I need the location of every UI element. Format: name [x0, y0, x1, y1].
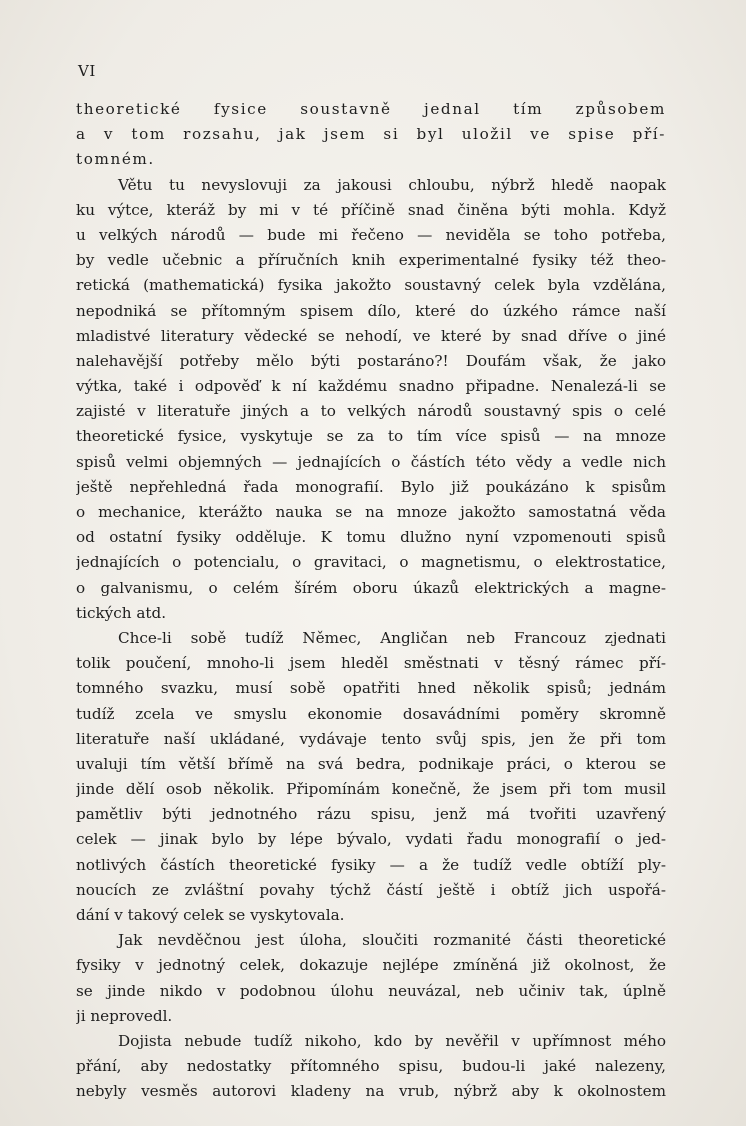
text-line: celek — jinak bylo by lépe bývalo, vydati řadu monografií o jed-	[76, 830, 666, 849]
text-line: ji neprovedl.	[76, 1006, 173, 1025]
text-line: tických atd.	[76, 603, 167, 622]
text-line: a v tom rozsahu, jak jsem si byl uložil ve spise pří-	[76, 125, 666, 144]
text-line: u velkých národů — bude mi řečeno — neviděla se toho potřeba,	[76, 225, 666, 244]
text-line: ještě nepřehledná řada monografií. Bylo již poukázáno k spisům	[76, 477, 666, 496]
text-line: nalehavější potřeby mělo býti postaráno?! Doufám však, že jako	[76, 351, 666, 370]
text-line: mladistvé literatury vědecké se nehodí, ve které by snad dříve o jiné	[76, 326, 666, 345]
body-text	[76, 97, 666, 1105]
text-line: tomném.	[76, 150, 155, 169]
text-line: by vedle učebnic a příručních knih experimentalné fysiky též theo-	[76, 251, 666, 270]
text-line: literatuře naší ukládané, vydávaje tento svůj spis, jen že při tom	[76, 729, 666, 748]
text-line: tudíž zcela ve smyslu ekonomie dosavádními poměry skromně	[76, 704, 666, 723]
text-line: dání v takový celek se vyskytovala.	[76, 906, 345, 924]
text-line: Chce-li sobě tudíž Němec, Angličan neb Francouz zjednati	[118, 628, 666, 647]
text-line: fysiky v jednotný celek, dokazuje nejlépe zmíněná již okolnost, že	[76, 956, 666, 975]
text-line: přání, aby nedostatky přítomného spisu, budou-li jaké nalezeny,	[76, 1057, 666, 1076]
text-line: zajisté v literatuře jiných a to velkých národů soustavný spis o celé	[76, 402, 666, 421]
text-line: noucích ze zvláštní povahy týchž částí ještě i obtíž jich uspořá-	[76, 880, 666, 899]
text-line: jednajících o potencialu, o gravitaci, o magnetismu, o elektrostatice,	[76, 553, 666, 572]
text-line: se jinde nikdo v podobnou úlohu neuvázal, neb učiniv tak, úplně	[76, 981, 666, 1000]
text-line: theoretické fysice, vyskytuje se za to tím více spisů — na mnoze	[76, 427, 666, 446]
text-line: Větu tu nevyslovuji za jakousi chloubu, nýbrž hledě naopak	[118, 175, 666, 194]
text-line: jinde dělí osob několik. Připomínám konečně, že jsem při tom musil	[76, 780, 666, 799]
text-line: tolik poučení, mnoho-li jsem hleděl směstnati v těsný rámec pří-	[76, 654, 666, 673]
text-line: nepodniká se přítomným spisem dílo, které do úzkého rámce naší	[76, 301, 666, 320]
text-line: výtka, také i odpověď k ní každému snadno připadne. Nenalezá-li se	[76, 377, 666, 396]
text-line: pamětliv býti jednotného rázu spisu, jenž má tvořiti uzavřený	[76, 805, 666, 824]
text-line: nebyly vesměs autorovi kladeny na vrub, nýbrž aby k okolnostem	[76, 1082, 666, 1101]
text-line: ku výtce, kteráž by mi v té příčině snad činěna býti mohla. Když	[76, 200, 666, 219]
text-line: o galvanismu, o celém šírém oboru úkazů elektrických a magne-	[76, 578, 666, 597]
text-line: o mechanice, kterážto nauka se na mnoze jakožto samostatná věda	[76, 503, 666, 521]
text-line: Dojista nebude tudíž nikoho, kdo by nevěřil v upřímnost mého	[118, 1031, 666, 1050]
text-line: retická (mathematická) fysika jakožto soustavný celek byla vzdělána,	[76, 276, 666, 295]
page-number: VI	[78, 62, 96, 80]
text-line: theoretické fysice soustavně jednal tím způsobem	[76, 100, 666, 118]
text-line: notlivých částích theoretické fysiky — a že tudíž vedle obtíží ply-	[76, 855, 666, 874]
text-line: od ostatní fysiky odděluje. K tomu dlužno nyní vzpomenouti spisů	[76, 528, 666, 547]
text-line: spisů velmi objemných — jednajících o částích této vědy a vedle nich	[76, 452, 666, 471]
text-line: Jak nevděčnou jest úloha, sloučiti rozmanité části theoretické	[118, 931, 666, 950]
text-line: tomného svazku, musí sobě opatřiti hned několik spisů; jednám	[76, 679, 666, 698]
text-line: uvaluji tím větší břímě na svá bedra, podnikaje práci, o kterou se	[76, 754, 666, 773]
